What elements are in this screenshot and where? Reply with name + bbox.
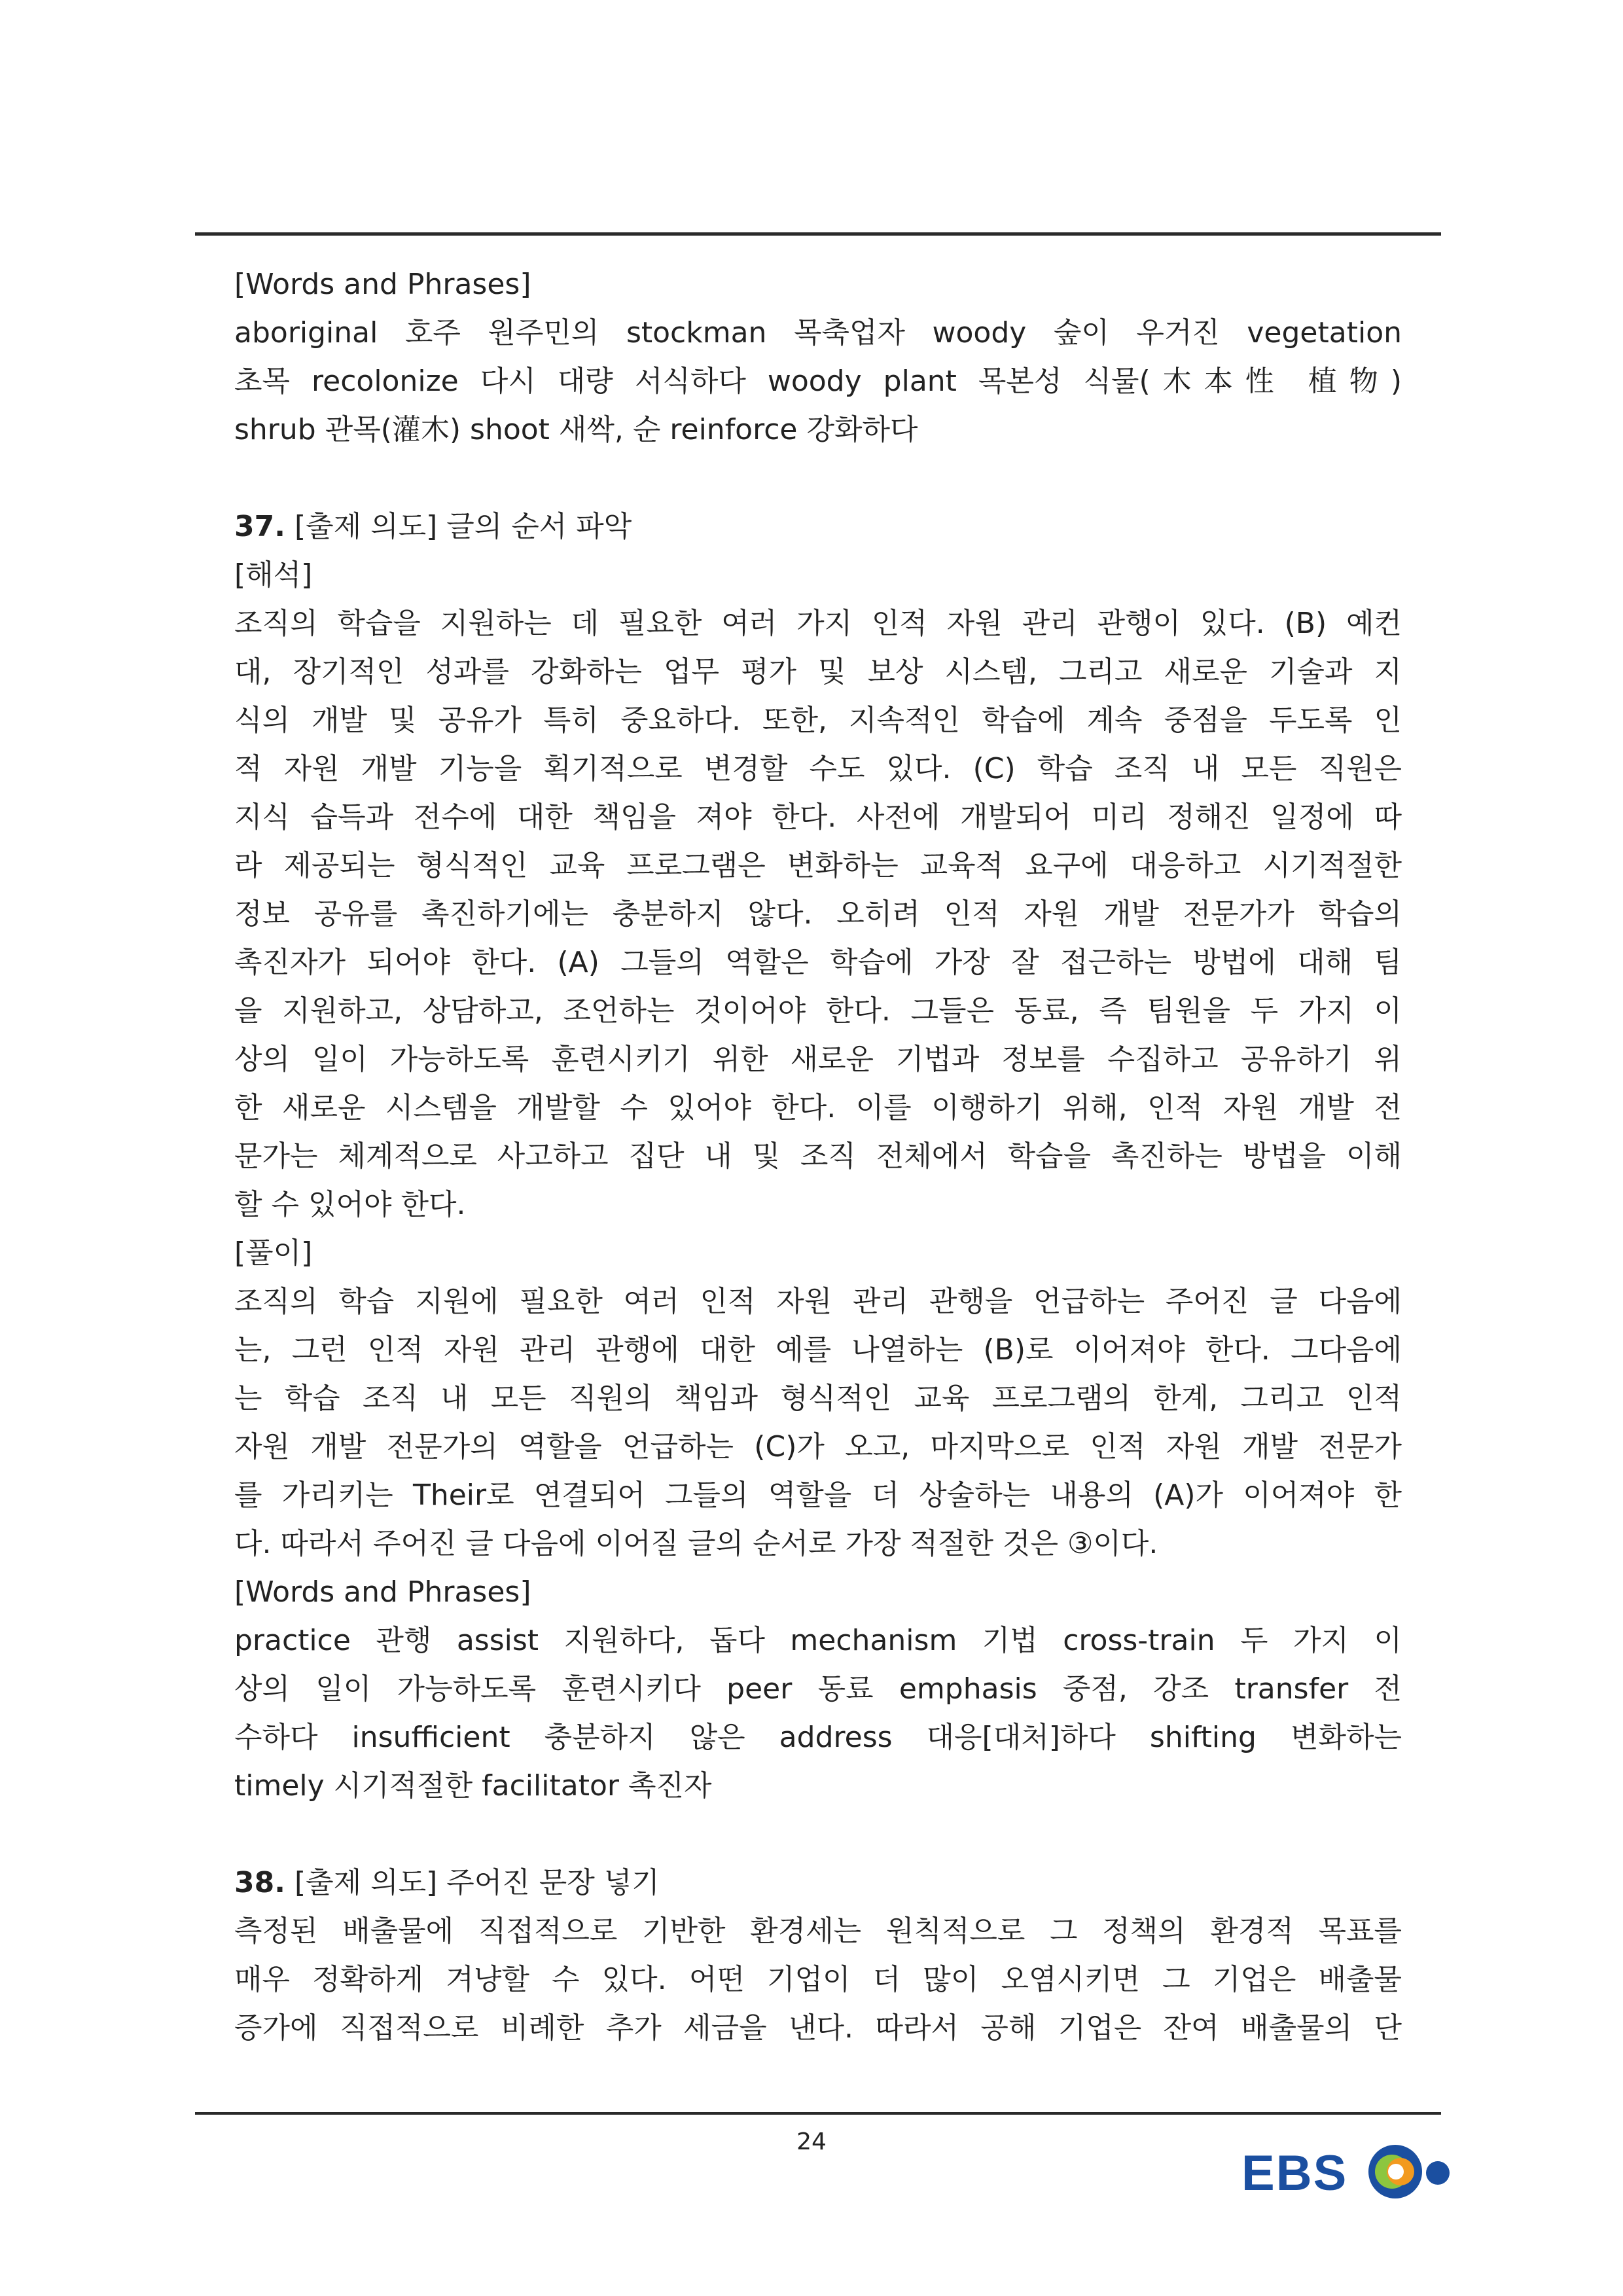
page-number: 24: [796, 2128, 827, 2155]
q38-line-3: 증가에 직접적으로 비례한 추가 세금을 낸다. 따라서 공해 기업은 잔여 배출물의 단: [234, 2011, 1402, 2045]
solution-line-6: 다. 따라서 주어진 글 다음에 이어질 글의 순서로 가장 적절한 것은 ③이다.: [234, 1527, 1158, 1560]
solution-line-3: 는 학습 조직 내 모든 직원의 책임과 형식적인 교육 프로그램의 한계, 그리고 인적: [234, 1382, 1402, 1415]
interpretation-line-9: 을 지원하고, 상담하고, 조언하는 것이어야 한다. 그들은 동료, 즉 팀원을 두 가지 이: [234, 994, 1402, 1028]
solution-line-1: 조직의 학습 지원에 필요한 여러 인적 자원 관리 관행을 언급하는 주어진 글 다음에: [234, 1285, 1402, 1318]
interpretation-line-12: 문가는 체계적으로 사고하고 집단 내 및 조직 전체에서 학습을 촉진하는 방법을 이해: [234, 1139, 1402, 1173]
interpretation-line-3: 식의 개발 및 공유가 특히 중요하다. 또한, 지속적인 학습에 계속 중점을 두도록 인: [234, 704, 1402, 737]
interpretation-line-7: 정보 공유를 촉진하기에는 충분하지 않다. 오히려 인적 자원 개발 전문가가 학습의: [234, 897, 1402, 931]
question-38-number: 38.: [234, 1866, 285, 1899]
interpretation-line-11: 한 새로운 시스템을 개발할 수 있어야 한다. 이를 이행하기 위해, 인적 자원 개발 전: [234, 1091, 1402, 1124]
q38-line-1: 측정된 배출물에 직접적으로 기반한 환경세는 원칙적으로 그 정책의 환경적 목표를: [234, 1914, 1402, 1948]
ebs-logo: [1240, 2139, 1456, 2204]
interpretation-heading: [해석]: [234, 558, 313, 592]
words-37-line-4: timely 시기적절한 facilitator 촉진자: [234, 1769, 712, 1803]
question-37-number: 37.: [234, 510, 285, 543]
spacer: [234, 454, 1402, 503]
interpretation-line-2: 대, 장기적인 성과를 강화하는 업무 평가 및 보상 시스템, 그리고 새로운 기술과 지: [234, 655, 1402, 689]
solution-heading: [풀이]: [234, 1236, 313, 1270]
footer-rule: [195, 2112, 1441, 2115]
solution-line-5: 를 가리키는 Their로 연결되어 그들의 역할을 더 상술하는 내용의 (A)가 이어져야 한: [234, 1479, 1402, 1512]
interpretation-line-10: 상의 일이 가능하도록 훈련시키기 위한 새로운 기법과 정보를 수집하고 공유하기 위: [234, 1043, 1402, 1076]
page-body: [234, 260, 1402, 2053]
interpretation-line-6: 라 제공되는 형식적인 교육 프로그램은 변화하는 교육적 요구에 대응하고 시기적절한: [234, 849, 1402, 882]
interpretation-line-4: 적 자원 개발 기능을 획기적으로 변경할 수도 있다. (C) 학습 조직 내 모든 직원은: [234, 752, 1402, 785]
words-heading: [Words and Phrases]: [234, 268, 531, 301]
words-line-1: aboriginal 호주 원주민의 stockman 목축업자 woody 숲이 우거진 vegetation: [234, 316, 1402, 350]
words-line-2: 초목 recolonize 다시 대량 서식하다 woody plant 목본성 식물(木本性 植物): [234, 365, 1402, 398]
words-37-line-1: practice 관행 assist 지원하다, 돕다 mechanism 기법 cross-train 두 가지 이: [234, 1624, 1402, 1657]
ebs-logo-text: EBS: [1241, 2145, 1348, 2201]
interpretation-line-1: 조직의 학습을 지원하는 데 필요한 여러 가지 인적 자원 관리 관행이 있다. (B) 예컨: [234, 607, 1402, 640]
solution-line-2: 는, 그런 인적 자원 관리 관행에 대한 예를 나열하는 (B)로 이어져야 한다. 그다음에: [234, 1333, 1402, 1367]
question-37-title: [234, 503, 1402, 551]
words-37-line-2: 상의 일이 가능하도록 훈련시키다 peer 동료 emphasis 중점, 강조 transfer 전: [234, 1672, 1402, 1706]
question-38-title: [234, 1859, 1402, 1907]
q38-line-2: 매우 정확하게 겨냥할 수 있다. 어떤 기업이 더 많이 오염시키면 그 기업은 배출물: [234, 1963, 1402, 1996]
header-rule: [195, 232, 1441, 236]
solution-line-4: 자원 개발 전문가의 역할을 언급하는 (C)가 오고, 마지막으로 인적 자원 개발 전문가: [234, 1430, 1402, 1463]
question-37-intent: [출제 의도] 글의 순서 파악: [294, 510, 632, 543]
interpretation-line-8: 촉진자가 되어야 한다. (A) 그들의 역할은 학습에 가장 잘 접근하는 방법에 대해 팀: [234, 946, 1402, 979]
words-heading-37: [Words and Phrases]: [234, 1575, 531, 1609]
interpretation-line-13: 할 수 있어야 한다.: [234, 1188, 466, 1221]
spacer: [234, 1810, 1402, 1859]
question-38-intent: [출제 의도] 주어진 문장 넣기: [294, 1866, 660, 1899]
interpretation-line-5: 지식 습득과 전수에 대한 책임을 져야 한다. 사전에 개발되어 미리 정해진 일정에 따: [234, 800, 1402, 834]
words-line-3: shrub 관목(灌木) shoot 새싹, 순 reinforce 강화하다: [234, 413, 918, 446]
ebs-logo-mark-icon: [1368, 2145, 1450, 2198]
words-37-line-3: 수하다 insufficient 충분하지 않은 address 대응[대처]하다 shifting 변화하는: [234, 1721, 1402, 1754]
